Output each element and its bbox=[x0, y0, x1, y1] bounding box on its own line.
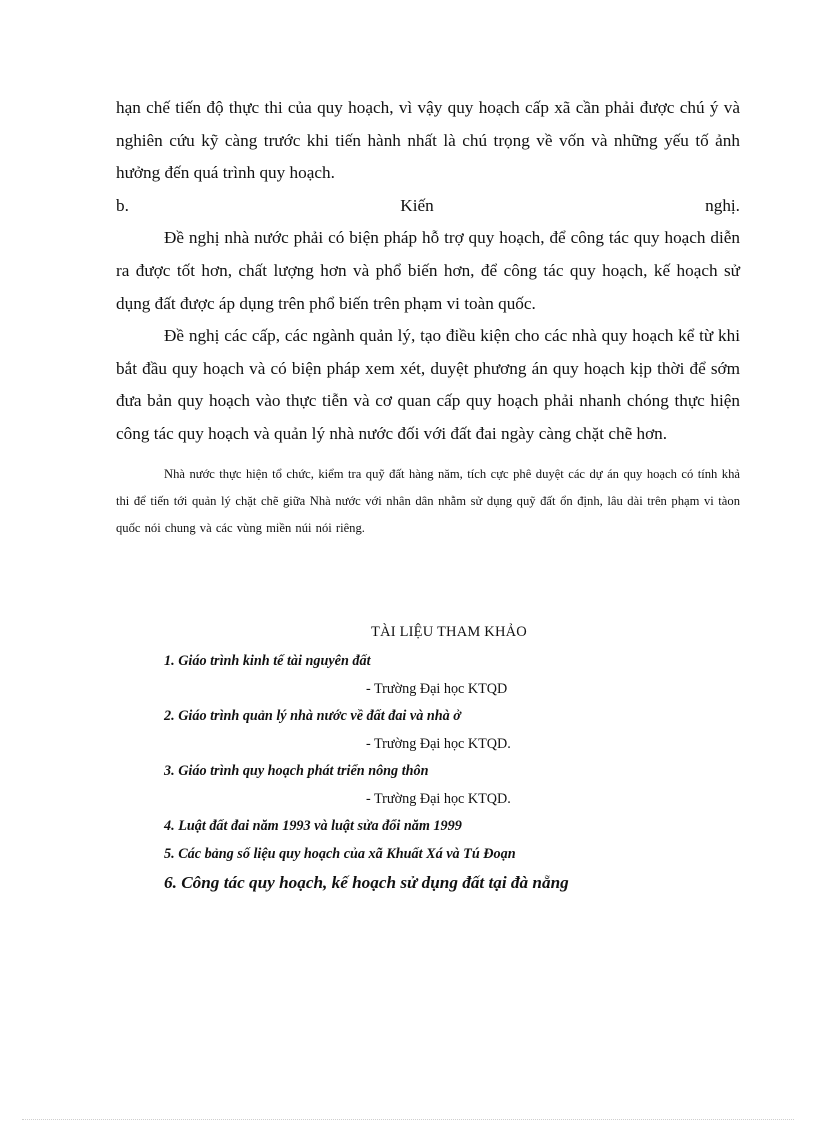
section-word-2: nghị. bbox=[705, 195, 740, 215]
section-word-1: Kiến bbox=[400, 195, 434, 215]
section-heading bbox=[116, 190, 740, 223]
reference-item-1: 1. Giáo trình kinh tế tài nguyên đất bbox=[164, 653, 371, 669]
reference-source-3: - Trường Đại học KTQD. bbox=[366, 790, 511, 807]
references-section bbox=[116, 622, 740, 898]
paragraph-state-note: Nhà nước thực hiện tổ chức, kiểm tra quỹ đất hàng năm, tích cực phê duyệt các dự án quy hoạch có tính khả thi để tiến tới quản lý chặt chẽ giữa Nhà nước với nhân dân nhằm sử dụng quỹ đất ổn định, lâu dài trên phạm vi tàon quốc nói chung và các vùng miền núi nói riêng. bbox=[116, 466, 740, 535]
section-label: b. bbox=[116, 195, 129, 215]
reference-item-6: 6. Công tác quy hoạch, kế hoạch sử dụng đất tại đà nẵng bbox=[164, 873, 569, 892]
references-title: TÀI LIỆU THAM KHẢO bbox=[371, 624, 527, 640]
reference-source-2: - Trường Đại học KTQD. bbox=[366, 735, 511, 752]
paragraph-recommendation-2: Đề nghị các cấp, các ngành quản lý, tạo điều kiện cho các nhà quy hoạch kể từ khi bắt đầu quy hoạch và có biện pháp xem xét, duyệt phương án quy hoạch kịp thời để sớm đưa bản quy hoạch vào thực tiễn và cơ quan cấp quy hoạch phải nhanh chóng thực hiện công tác quy hoạch và quản lý nhà nước đối với đất đai ngày càng chặt chẽ hơn. bbox=[116, 326, 740, 443]
paragraph-intro: hạn chế tiến độ thực thi của quy hoạch, vì vậy quy hoạch cấp xã cần phải được chú ý và nghiên cứu kỹ càng trước khi tiến hành nhất là chú trọng về vốn và những yếu tố ảnh hưởng đến quá trình quy hoạch. bbox=[116, 98, 740, 183]
reference-item-5: 5. Các bảng số liệu quy hoạch của xã Khuất Xá và Tú Đoạn bbox=[164, 845, 516, 862]
reference-item-4: 4. Luật đất đai năm 1993 và luật sửa đổi năm 1999 bbox=[164, 818, 462, 834]
reference-source-1: - Trường Đại học KTQD bbox=[366, 680, 508, 697]
page-bottom-divider bbox=[22, 1119, 794, 1120]
reference-item-2: 2. Giáo trình quản lý nhà nước về đất đai và nhà ở bbox=[164, 708, 461, 724]
paragraph-recommendation-1: Đề nghị nhà nước phải có biện pháp hỗ trợ quy hoạch, để công tác quy hoạch diễn ra được tốt hơn, chất lượng hơn và phổ biến hơn, để công tác quy hoạch, kế hoạch sử dụng đất được áp dụng trên phổ biến trên phạm vi toàn quốc. bbox=[116, 228, 740, 313]
page-content bbox=[116, 92, 740, 892]
reference-item-3: 3. Giáo trình quy hoạch phát triển nông thôn bbox=[164, 763, 429, 779]
